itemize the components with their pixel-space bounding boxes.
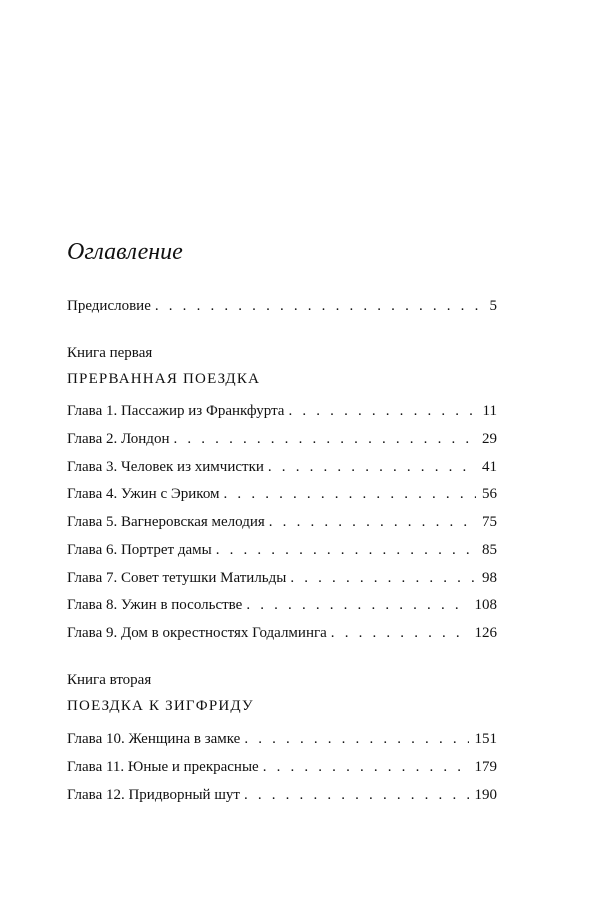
toc-entry-chapter-1 xyxy=(67,401,497,421)
toc-entry-label: Глава 5. Вагнеровская мелодия xyxy=(67,514,265,530)
toc-entry-page: 126 xyxy=(474,625,497,641)
toc-entry-label: Глава 1. Пассажир из Франкфурта xyxy=(67,403,285,419)
dot-leader xyxy=(173,429,476,449)
toc-entry-label: Глава 8. Ужин в посольстве xyxy=(67,597,243,613)
toc-entry-page: 29 xyxy=(482,431,497,447)
toc-entry-label: Глава 4. Ужин с Эриком xyxy=(67,486,220,502)
toc-entry-chapter-12 xyxy=(67,785,497,805)
toc-entry-chapter-9 xyxy=(67,623,497,643)
toc-entry-chapter-7 xyxy=(67,568,497,588)
toc-entry-page: 190 xyxy=(474,787,497,803)
dot-leader xyxy=(244,785,469,805)
toc-entry-chapter-6 xyxy=(67,540,497,560)
toc-entry-label: Глава 2. Лондон xyxy=(67,431,170,447)
toc-entry-label: Предисловие xyxy=(67,298,151,314)
dot-leader xyxy=(224,484,476,504)
toc-entry-page: 56 xyxy=(482,486,497,502)
toc-entry-page: 11 xyxy=(482,403,497,419)
dot-leader xyxy=(288,401,476,421)
dot-leader xyxy=(269,512,476,532)
book-2-title: ПОЕЗДКА К ЗИГФРИДУ xyxy=(67,698,254,714)
dot-leader xyxy=(268,457,476,477)
dot-leader xyxy=(331,623,469,643)
toc-entry-chapter-11 xyxy=(67,757,497,777)
book-1-label: Книга первая xyxy=(67,345,153,361)
toc-entry-label: Глава 3. Человек из химчистки xyxy=(67,459,264,475)
toc-entry-page: 75 xyxy=(482,514,497,530)
toc-entry-chapter-8 xyxy=(67,595,497,615)
toc-entry-page: 41 xyxy=(482,459,497,475)
toc-entry-page: 5 xyxy=(489,298,497,314)
dot-leader xyxy=(246,595,468,615)
toc-entry-preface xyxy=(67,296,497,316)
toc-entry-chapter-2 xyxy=(67,429,497,449)
toc-entry-page: 98 xyxy=(482,570,497,586)
toc-title: Оглавление xyxy=(67,239,183,265)
dot-leader xyxy=(216,540,476,560)
toc-entry-label: Глава 7. Совет тетушки Матильды xyxy=(67,570,287,586)
toc-entry-page: 108 xyxy=(474,597,497,613)
toc-entry-label: Глава 12. Придворный шут xyxy=(67,787,240,803)
toc-entry-label: Глава 9. Дом в окрестностях Годалминга xyxy=(67,625,327,641)
toc-entry-page: 85 xyxy=(482,542,497,558)
toc-entry-chapter-3 xyxy=(67,457,497,477)
toc-entry-page: 151 xyxy=(474,731,497,747)
book-2-label: Книга вторая xyxy=(67,672,152,688)
toc-entry-chapter-5 xyxy=(67,512,497,532)
dot-leader xyxy=(290,568,476,588)
toc-entry-label: Глава 11. Юные и прекрасные xyxy=(67,759,259,775)
toc-entry-label: Глава 10. Женщина в замке xyxy=(67,731,241,747)
dot-leader xyxy=(244,729,468,749)
dot-leader xyxy=(155,296,484,316)
book-1-title: ПРЕРВАННАЯ ПОЕЗДКА xyxy=(67,371,261,387)
dot-leader xyxy=(263,757,469,777)
toc-entry-page: 179 xyxy=(474,759,497,775)
toc-entry-chapter-10 xyxy=(67,729,497,749)
toc-entry-label: Глава 6. Портрет дамы xyxy=(67,542,212,558)
toc-entry-chapter-4 xyxy=(67,484,497,504)
